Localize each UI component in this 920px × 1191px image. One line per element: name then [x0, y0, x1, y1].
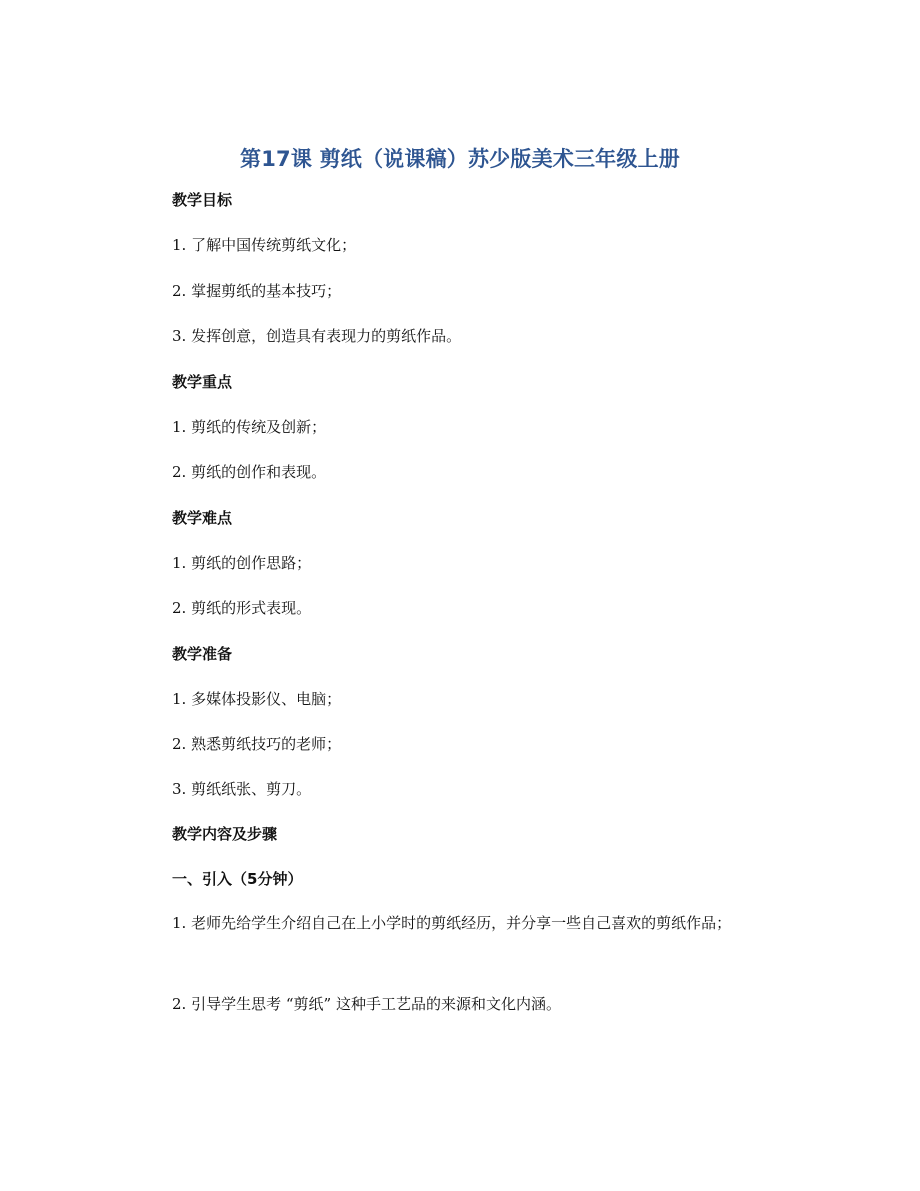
- preparation-item-3: 3. 剪纸纸张、剪刀。: [172, 780, 312, 798]
- objective-item-3: 3. 发挥创意，创造具有表现力的剪纸作品。: [172, 327, 462, 345]
- objective-item-2: 2. 掌握剪纸的基本技巧；: [172, 282, 342, 300]
- introduction-item-1: 1. 老师先给学生介绍自己在上小学时的剪纸经历，并分享一些自己喜欢的剪纸作品；: [172, 914, 732, 932]
- section-heading-key-points: 教学重点: [172, 373, 233, 391]
- key-point-item-2: 2. 剪纸的创作和表现。: [172, 463, 327, 481]
- difficulty-item-2: 2. 剪纸的形式表现。: [172, 599, 312, 617]
- section-heading-introduction: 一、引入（5分钟）: [172, 870, 303, 888]
- section-heading-preparation: 教学准备: [172, 645, 233, 663]
- section-heading-objectives: 教学目标: [172, 191, 233, 209]
- preparation-item-2: 2. 熟悉剪纸技巧的老师；: [172, 735, 342, 753]
- section-heading-content-steps: 教学内容及步骤: [172, 825, 278, 843]
- document-title: 第17课 剪纸（说课稿）苏少版美术三年级上册: [240, 147, 680, 171]
- key-point-item-1: 1. 剪纸的传统及创新；: [172, 418, 327, 436]
- preparation-item-1: 1. 多媒体投影仪、电脑；: [172, 690, 342, 708]
- section-heading-difficulties: 教学难点: [172, 509, 233, 527]
- difficulty-item-1: 1. 剪纸的创作思路；: [172, 554, 312, 572]
- introduction-item-2: 2. 引导学生思考 “剪纸” 这种手工艺品的来源和文化内涵。: [172, 995, 561, 1013]
- objective-item-1: 1. 了解中国传统剪纸文化；: [172, 236, 357, 254]
